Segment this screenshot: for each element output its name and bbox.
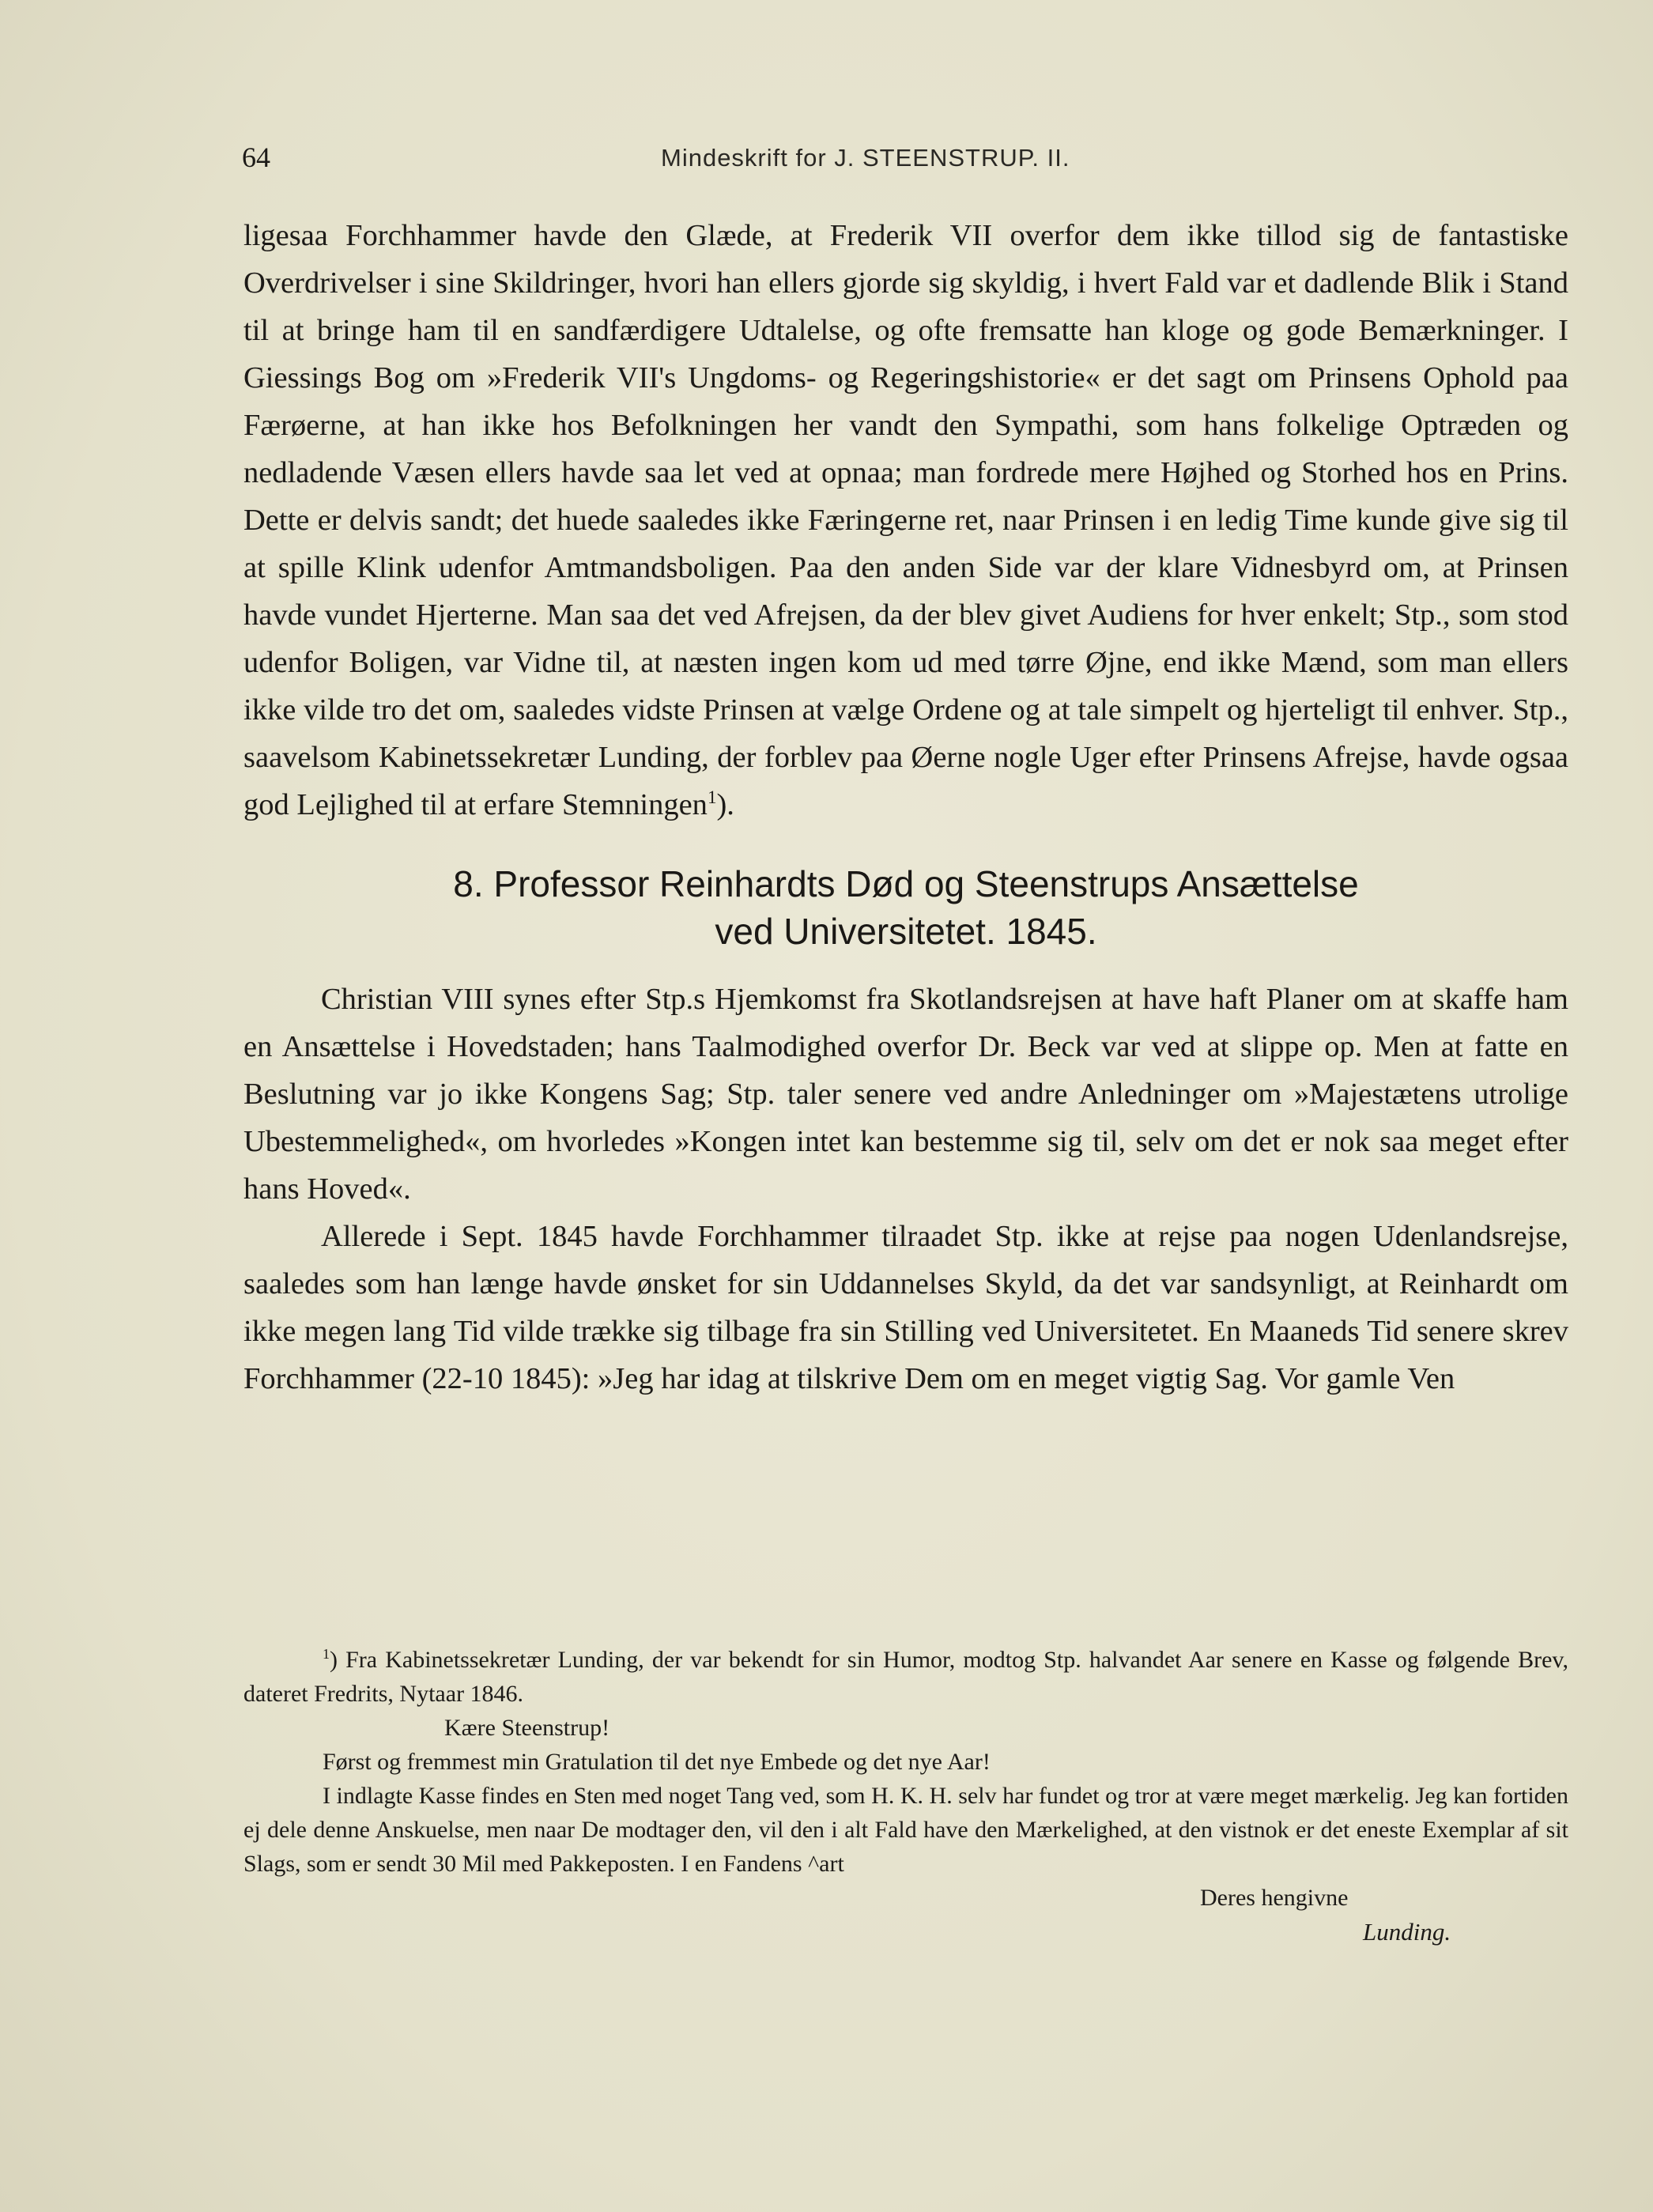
letter-line-1: Først og fremmest min Gratulation til det nye Embede og det nye Aar! — [323, 1749, 991, 1775]
paragraph-3: Allerede i Sept. 1845 havde Forchhammer tilraadet Stp. ikke at rejse paa nogen Udenlandsrejse, saaledes som han længe havde ønsket for sin Uddannelses Skyld, da det var sandsynligt, at Reinhardt om ikke megen lang Tid vilde trække sig tilbage fra sin Stilling ved Universitetet. En Maaneds Tid senere skrev Forchhammer (22-10 1845): »Jeg har idag at tilskrive Dem om en meget vigtig Sag. Vor gamle Ven — [243, 1220, 1568, 1395]
main-text — [243, 212, 1568, 1402]
footnote-marker: 1 — [323, 1646, 330, 1662]
letter-line-2: I indlagte Kasse findes en Sten med noget Tang ved, som H. K. H. selv har fundet og tror at være meget mærkelig. Jeg kan fortiden ej dele denne Anskuelse, men naar De modtager den, vil den i alt Fald have den Mærkelighed, at den vistnok er det eneste Exemplar af sit Slags, som er sendt 30 Mil med Pakkeposten. I en Fandens ^art — [243, 1783, 1568, 1877]
paragraph-2: Christian VIII synes efter Stp.s Hjemkomst fra Skotlandsrejsen at have haft Planer om at skaffe ham en Ansættelse i Hovedstaden; hans Taalmodighed overfor Dr. Beck var ved at slippe op. Men at fatte en Beslutning var jo ikke Kongens Sag; Stp. taler senere ved andre Anledninger om »Majestætens utrolige Ubestemmelighed«, om hvorledes »Kongen intet kan bestemme sig til, selv om det er nok saa meget efter hans Hoved«. — [243, 983, 1568, 1206]
section-heading-line-2: ved Universitetet. 1845. — [715, 911, 1097, 952]
footnote-reference: 1 — [707, 787, 717, 808]
footnote-intro-text: ) Fra Kabinetssekretær Lunding, der var bekendt for sin Humor, modtog Stp. halvandet Aar senere en Kasse og følgende Brev, dateret Fredrits, Nytaar 1846. — [243, 1647, 1568, 1707]
section-heading — [243, 860, 1568, 955]
paragraph-1 — [243, 212, 1568, 829]
letter-salutation: Kære Steenstrup! — [444, 1715, 610, 1741]
letter-closing: Deres hengivne — [1200, 1885, 1349, 1911]
paragraph-1-text: ligesaa Forchhammer havde den Glæde, at Frederik VII overfor dem ikke tillod sig de fantastiske Overdrivelser i sine Skildringer, hvori han ellers gjorde sig skyldig, i hvert Fald var et dadlende Blik i Stand til at bringe ham til en sandfærdigere Udtalelse, og ofte fremsatte han kloge og gode Bemærkninger. I Giessings Bog om »Frederik VII's Ungdoms- og Regeringshistorie« er det sagt om Prinsens Ophold paa Færøerne, at han ikke hos Befolkningen her vandt den Sympathi, som hans folkelige Optræden og nedladende Væsen ellers havde saa let ved at opnaa; man fordrede mere Højhed og Storhed hos en Prins. Dette er delvis sandt; det huede saaledes ikke Færingerne ret, naar Prinsen i en ledig Time kunde give sig til at spille Klink udenfor Amtmandsboligen. Paa den anden Side var der klare Vidnesbyrd om, at Prinsen havde vundet Hjerterne. Man saa det ved Afrejsen, da der blev givet Audiens for hver enkelt; Stp., som stod udenfor Boligen, var Vidne til, at næsten ingen kom ud med tørre Øjne, end ikke Mænd, som man ellers ikke vilde tro det om, saaledes vidste Prinsen at vælge Ordene og at tale simpelt og hjerteligt til enhver. Stp., saavelsom Kabinetssekretær Lunding, der forblev paa Øerne nogle Uger efter Prinsens Afrejse, havde ogsaa god Lejlighed til at erfare Stemningen — [243, 219, 1568, 821]
running-title: Mindeskrift for J. STEENSTRUP. II. — [661, 144, 1070, 172]
page-header — [242, 141, 1564, 180]
paragraph-1-end: ). — [716, 788, 734, 821]
letter-signature: Lunding. — [1363, 1918, 1451, 1946]
footnote-intro — [243, 1643, 1568, 1711]
page-number: 64 — [242, 142, 270, 173]
section-heading-line-1: 8. Professor Reinhardts Død og Steenstrups Ansættelse — [453, 863, 1359, 904]
footnote — [243, 1643, 1568, 1949]
